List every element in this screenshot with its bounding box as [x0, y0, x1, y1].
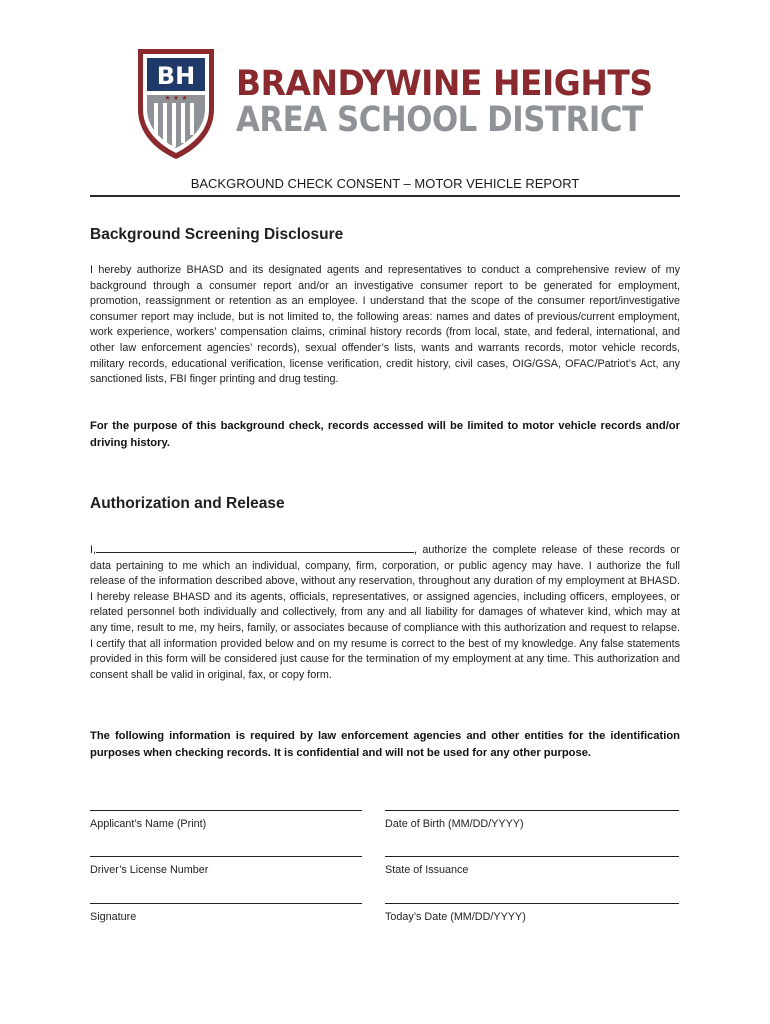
district-name [236, 66, 698, 138]
drivers-license-line[interactable] [90, 856, 362, 857]
drivers-license-label: Driver’s License Number [90, 864, 209, 876]
district-name-line1: BRANDYWINE HEIGHTS [236, 64, 653, 104]
logo-stars-icon: ★ ★ ★ [164, 94, 188, 102]
applicant-name-line[interactable] [90, 810, 362, 811]
disclosure-emphasis: For the purpose of this background check, records accessed will be limited to motor vehicle records and/or driving history. [90, 420, 680, 449]
state-of-issuance-field[interactable] [385, 856, 679, 876]
authorization-heading: Authorization and Release [90, 495, 285, 512]
disclosure-body: I hereby authorize BHASD and its designated agents and representatives to conduct a comprehensive review of my background through a consumer report and/or an investigative consumer report to be generated for employment, promotion, reassignment or retention as an employee. I understand that the scope of the consumer report/investigative consumer report may include, but is not limited to, the following areas: names and dates of previous/current employment, work experience, workers’ compensation claims, criminal history records (from local, state, and federal, international, and other law enforcement agencies’ records), sexual offender’s lists, wants and warrants records, motor vehicle records, military records, educational verification, license verification, credit history, civil cases, OIG/GSA, OFAC/Patriot’s Act, any sanctioned lists, FBI finger printing and drug testing. [90, 264, 680, 386]
district-shield-logo [136, 47, 216, 161]
signature-field[interactable] [90, 903, 362, 923]
title-divider [90, 195, 680, 197]
date-of-birth-label: Date of Birth (MM/DD/YYYY) [385, 818, 524, 830]
authorization-prefix: I, [90, 544, 96, 556]
applicant-name-label: Applicant’s Name (Print) [90, 818, 207, 830]
authorization-body [90, 542, 680, 683]
todays-date-field[interactable] [385, 903, 679, 923]
name-blank-field[interactable] [96, 542, 414, 553]
logo-initials: BH [156, 62, 196, 90]
state-of-issuance-label: State of Issuance [385, 864, 469, 876]
signature-label: Signature [90, 911, 137, 923]
authorization-text: , authorize the complete release of these records or data pertaining to me which an individual, company, firm, corporation, or public agency may have. I authorize the full release of the information described above, without any reservation, throughout any duration of my employment at BHASD. I hereby release BHASD and its agents, officials, representatives, or assigned agencies, including officers, employees, or related personnel both individually and collectively, from any and all liability for damages of whatever kind, which may at any time, result to me, my heirs, family, or associates because of compliance with this authorization and request to relapse. I certify that all information provided below and on my resume is correct to the best of my knowledge. Any false statements provided in this form will be considered just cause for the termination of my employment at any time. This authorization and consent shall be valid in original, fax, or copy form. [90, 544, 680, 681]
applicant-name-field[interactable] [90, 810, 362, 830]
drivers-license-field[interactable] [90, 856, 362, 876]
confidential-notice: The following information is required by law enforcement agencies and other entities for the identification purposes when checking records. It is confidential and will not be used for any other purpose. [90, 730, 680, 759]
date-of-birth-line[interactable] [385, 810, 679, 811]
state-of-issuance-line[interactable] [385, 856, 679, 857]
district-name-line2: AREA SCHOOL DISTRICT [236, 100, 643, 140]
todays-date-label: Today’s Date (MM/DD/YYYY) [385, 911, 526, 923]
todays-date-line[interactable] [385, 903, 679, 904]
document-title: BACKGROUND CHECK CONSENT – MOTOR VEHICLE REPORT [190, 176, 580, 191]
signature-line[interactable] [90, 903, 362, 904]
disclosure-heading: Background Screening Disclosure [90, 226, 344, 243]
date-of-birth-field[interactable] [385, 810, 679, 830]
